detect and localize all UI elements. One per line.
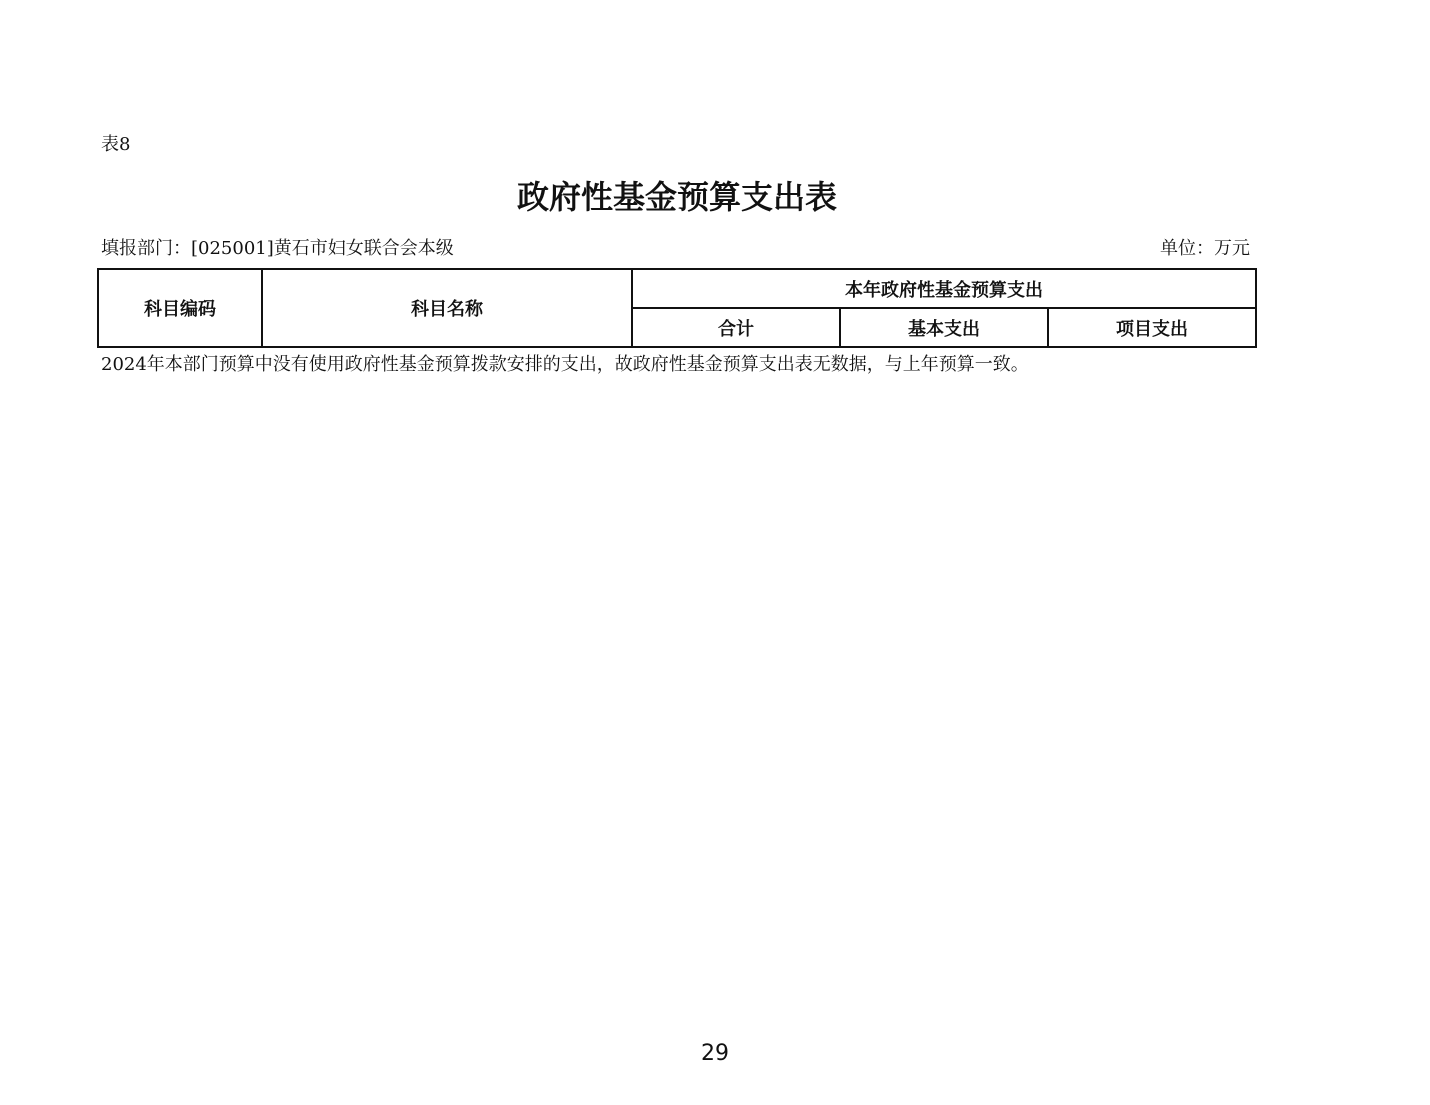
page-number: 29: [701, 1041, 729, 1066]
header-total: 合计: [632, 308, 840, 347]
header-subject-code: 科目编码: [98, 269, 262, 347]
unit-label: 单位：万元: [1160, 238, 1250, 259]
page-title: 政府性基金预算支出表: [516, 178, 837, 216]
header-group-current-year: 本年政府性基金预算支出: [632, 269, 1256, 308]
header-basic-expenditure: 基本支出: [840, 308, 1048, 347]
header-row-1: [98, 269, 1256, 308]
header-project-expenditure: 项目支出: [1048, 308, 1256, 347]
table-number-label: 表8: [101, 134, 131, 155]
budget-table: [97, 268, 1257, 348]
table-note: 2024年本部门预算中没有使用政府性基金预算拨款安排的支出，故政府性基金预算支出表无数据，与上年预算一致。: [101, 354, 1029, 375]
department-label: 填报部门：[025001]黄石市妇女联合会本级: [101, 238, 454, 259]
header-subject-name: 科目名称: [262, 269, 632, 347]
